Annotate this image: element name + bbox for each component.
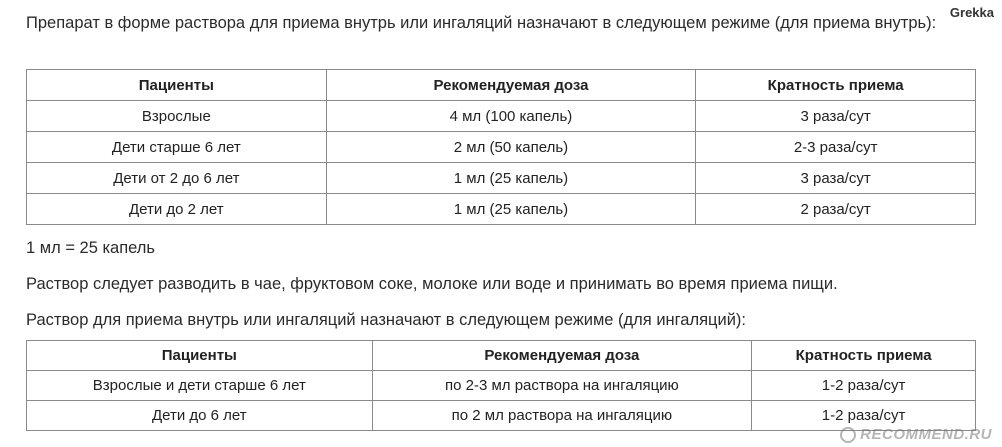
table-header-row	[27, 70, 976, 101]
username-label[interactable]: Grekka	[949, 5, 994, 20]
table-header-row	[27, 341, 976, 371]
cell-frequency: 1-2 раза/сут	[752, 371, 976, 401]
header-patients: Пациенты	[27, 341, 373, 371]
cell-frequency: 2 раза/сут	[696, 194, 976, 225]
table-row	[27, 401, 976, 431]
table-row	[27, 101, 976, 132]
header-patients: Пациенты	[27, 70, 327, 101]
inhalation-intro-text: Раствор для приема внутрь или ингаляций назначают в следующем режиме (для ингаляций):	[26, 311, 747, 329]
cell-dose: 4 мл (100 капель)	[326, 101, 696, 132]
cell-patients: Взрослые	[27, 101, 327, 132]
cell-dose: 1 мл (25 капель)	[326, 194, 696, 225]
cell-patients: Дети до 6 лет	[27, 401, 373, 431]
header-frequency: Кратность приема	[752, 341, 976, 371]
cell-patients: Дети до 2 лет	[27, 194, 327, 225]
ratio-note: 1 мл = 25 капель	[26, 239, 156, 257]
table-row	[27, 132, 976, 163]
header-dose: Рекомендуемая доза	[326, 70, 696, 101]
watermark-text: RECOMMEND.RU	[860, 426, 992, 443]
cell-dose: 1 мл (25 капель)	[326, 163, 696, 194]
table-row	[27, 371, 976, 401]
cell-frequency: 3 раза/сут	[696, 101, 976, 132]
cell-dose: по 2-3 мл раствора на ингаляцию	[372, 371, 752, 401]
cell-patients: Дети от 2 до 6 лет	[27, 163, 327, 194]
cell-patients: Дети старше 6 лет	[27, 132, 327, 163]
dilution-note: Раствор следует разводить в чае, фруктовом соке, молоке или воде и принимать во время приема пищи.	[26, 275, 838, 293]
table-row	[27, 194, 976, 225]
cell-dose: по 2 мл раствора на ингаляцию	[372, 401, 752, 431]
cell-frequency: 1-2 раза/сут	[752, 401, 976, 431]
header-dose: Рекомендуемая доза	[372, 341, 752, 371]
table-row	[27, 163, 976, 194]
inhalation-dosage-table	[26, 340, 976, 431]
cell-dose: 2 мл (50 капель)	[326, 132, 696, 163]
oral-dosage-table	[26, 69, 976, 225]
oral-intro-text: Препарат в форме раствора для приема внутрь или ингаляций назначают в следующем режиме (для приема внутрь):	[26, 14, 937, 32]
header-frequency: Кратность приема	[696, 70, 976, 101]
cell-frequency: 2-3 раза/сут	[696, 132, 976, 163]
cell-frequency: 3 раза/сут	[696, 163, 976, 194]
watermark-logo-icon	[840, 427, 856, 443]
cell-patients: Взрослые и дети старше 6 лет	[27, 371, 373, 401]
watermark	[840, 426, 992, 443]
